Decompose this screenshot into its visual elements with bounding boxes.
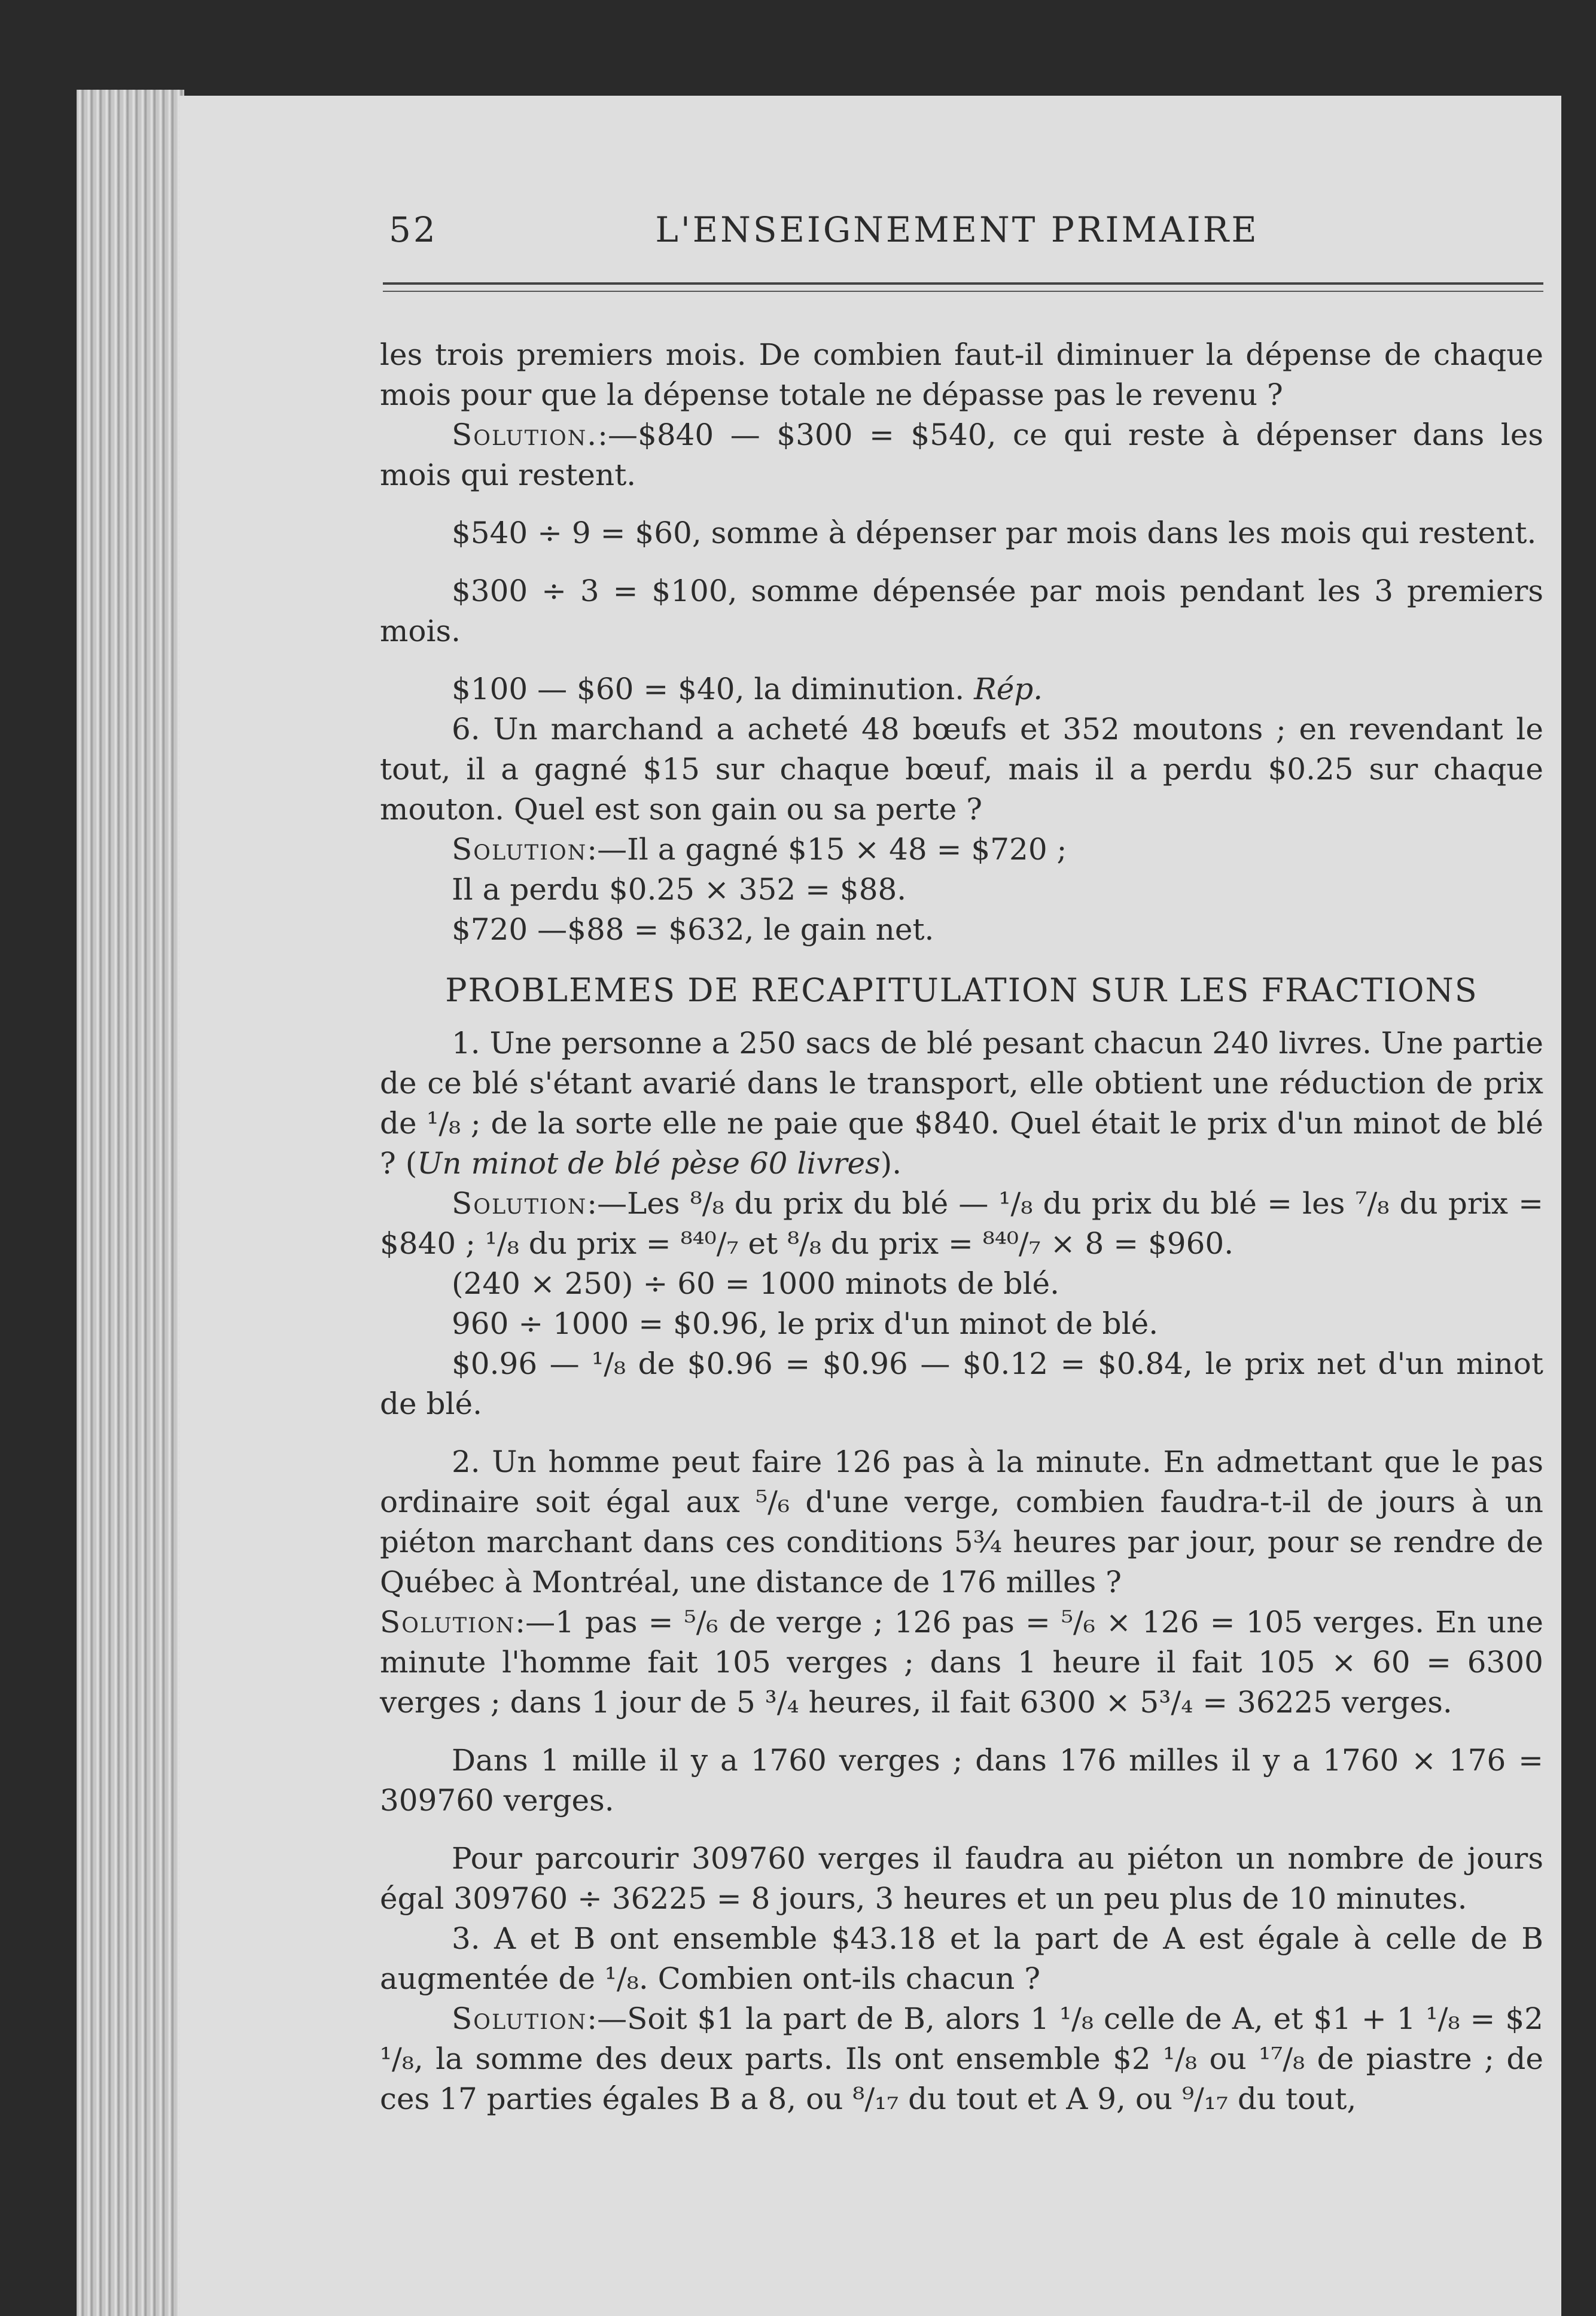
page-body [380, 335, 1543, 2119]
solution-paragraph: Solution:—Les ⁸/₈ du prix du blé — ¹/₈ du prix du blé = les ⁷/₈ du prix = $840 ; ¹/₈ du prix = ⁸⁴⁰/₇ et ⁸/₈ du prix = ⁸⁴⁰/₇ × 8 = $960. [380, 1186, 1543, 1261]
book-page [179, 96, 1561, 2316]
italic-note: Un minot de blé pèse 60 livres [417, 1146, 881, 1181]
solution-paragraph: Solution:—Il a gagné $15 × 48 = $720 ; [452, 832, 1067, 867]
header-rule-thin [383, 291, 1543, 292]
problem-paragraph: 2. Un homme peut faire 126 pas à la minute. En admettant que le pas ordinaire soit égal aux ⁵/₆ d'une verge, combien faudra-t-il de jours à un piéton marchant dans ces conditions 5¾ heures par jour, pour se rendre de Québec à Montréal, une distance de 176 milles ? [380, 1445, 1543, 1599]
solution-label: Solution [452, 1186, 587, 1221]
solution-paragraph: Solution:—1 pas = ⁵/₆ de verge ; 126 pas = ⁵/₆ × 126 = 105 verges. En une minute l'homme fait 105 verges ; dans 1 heure il fait 105 × 60 = 6300 verges ; dans 1 jour de 5 ³/₄ heures, il fait 6300 × 5³/₄ = 36225 verges. [380, 1605, 1543, 1720]
problem-paragraph: 6. Un marchand a acheté 48 bœufs et 352 moutons ; en revendant le tout, il a gagné $15 sur chaque bœuf, mais il a perdu $0.25 sur chaque mouton. Quel est son gain ou sa perte ? [380, 712, 1543, 827]
section-title: PROBLEMES DE RECAPITULATION SUR LES FRACTIONS [445, 971, 1478, 1009]
answer-abbrev: Rép. [974, 672, 1043, 706]
paragraph: $720 —$88 = $632, le gain net. [452, 912, 934, 947]
solution-label: Solution [380, 1605, 516, 1640]
running-title: L'ENSEIGNEMENT PRIMAIRE [655, 209, 1259, 250]
paragraph: Il a perdu $0.25 × 352 = $88. [452, 872, 907, 907]
solution-label: Solution [452, 2001, 587, 2036]
book-page-edges [77, 90, 184, 2316]
solution-paragraph: Solution:—Soit $1 la part de B, alors 1 ¹/₈ celle de A, et $1 + 1 ¹/₈ = $2 ¹/₈, la somme des deux parts. Ils ont ensemble $2 ¹/₈ ou ¹⁷/₈ de piastre ; de ces 17 parties égales B a 8, ou ⁸/₁₇ du tout et A 9, ou ⁹/₁₇ du tout, [380, 2001, 1543, 2116]
paragraph: 960 ÷ 1000 = $0.96, le prix d'un minot de blé. [452, 1306, 1159, 1341]
paragraph: $300 ÷ 3 = $100, somme dépensée par mois pendant les 3 premiers mois. [380, 574, 1543, 648]
paragraph: Pour parcourir 309760 verges il faudra au piéton un nombre de jours égal 309760 ÷ 36225 = 8 jours, 3 heures et un peu plus de 10 minutes. [380, 1841, 1543, 1916]
solution-label: Solution [452, 832, 587, 867]
page-header [389, 209, 1525, 281]
problem-paragraph: 1. Une personne a 250 sacs de blé pesant chacun 240 livres. Une partie de ce blé s'étant avarié dans le transport, elle obtient une réduction de prix de ¹/₈ ; de la sorte elle ne paie que $840. Quel était le prix d'un minot de blé ? (Un minot de blé pèse 60 livres). [380, 1026, 1543, 1181]
paragraph: (240 × 250) ÷ 60 = 1000 minots de blé. [452, 1266, 1060, 1301]
paragraph: Dans 1 mille il y a 1760 verges ; dans 176 milles il y a 1760 × 176 = 309760 verges. [380, 1743, 1543, 1818]
header-rule [383, 282, 1543, 285]
solution-paragraph: Solution.:—$840 — $300 = $540, ce qui reste à dépenser dans les mois qui restent. [380, 418, 1543, 492]
solution-label: Solution. [452, 418, 598, 452]
paragraph: $540 ÷ 9 = $60, somme à dépenser par mois dans les mois qui restent. [452, 516, 1537, 550]
paragraph: $100 — $60 = $40, la diminution. Rép. [452, 672, 1043, 706]
paragraph: les trois premiers mois. De combien faut-il diminuer la dépense de chaque mois pour que la dépense totale ne dépasse pas le revenu ? [380, 337, 1543, 412]
paragraph: $0.96 — ¹/₈ de $0.96 = $0.96 — $0.12 = $0.84, le prix net d'un minot de blé. [380, 1346, 1543, 1421]
page-number: 52 [389, 209, 438, 250]
problem-paragraph: 3. A et B ont ensemble $43.18 et la part de A est égale à celle de B augmentée de ¹/₈. Combien ont-ils chacun ? [380, 1921, 1543, 1996]
